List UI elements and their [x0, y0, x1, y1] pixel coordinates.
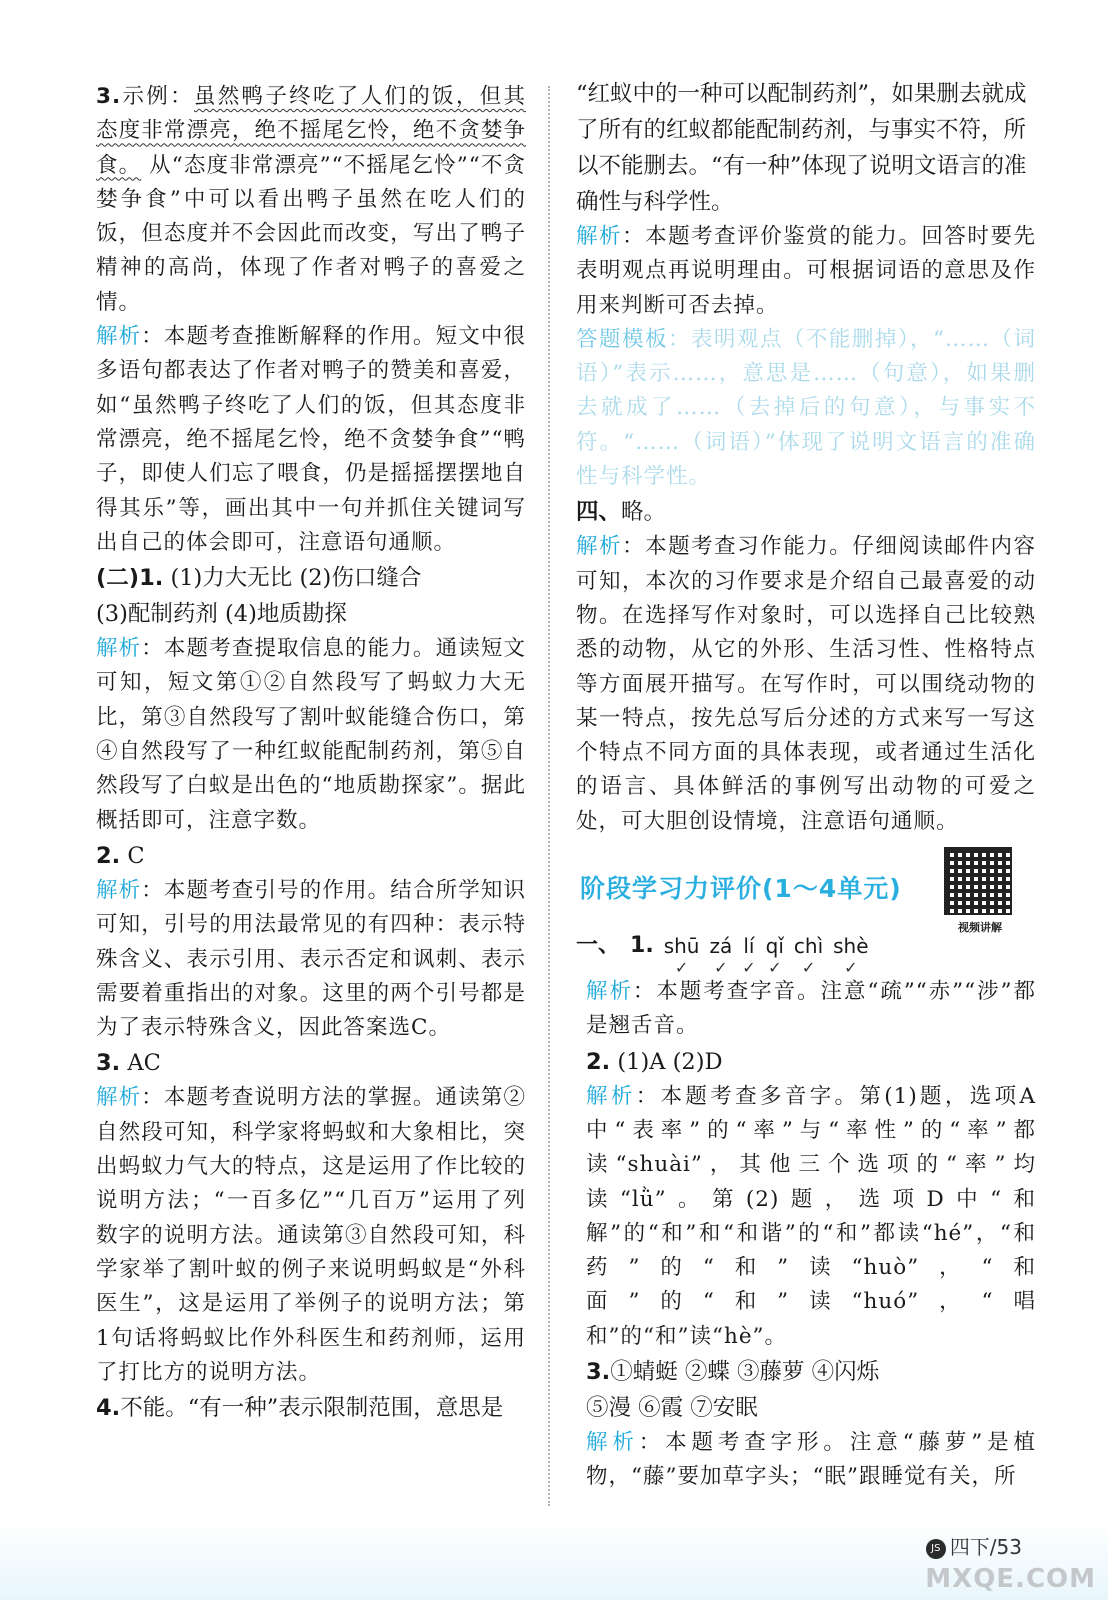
- analysis-tag: 解析: [96, 636, 142, 662]
- answer-s3: 3.①蜻蜓 ②蝶 ③藤萝 ④闪烁: [586, 1359, 880, 1386]
- part4-answer: 四、略。: [576, 499, 667, 526]
- answer-template: 答题模板：表明观点（不能删掉），“……（词语）”表示……，意思是……（句意），如果删去就成了……（去掉后的句意），与事实不符。“……（词语）”体现了说明文语言的准确性与科学性。: [576, 326, 1036, 490]
- analysis-tag: 解析: [96, 877, 142, 903]
- analysis-tag: 解析: [96, 1085, 142, 1111]
- qr-code[interactable]: [944, 847, 1012, 915]
- answer-4: 4.不能。“有一种”表示限制范围，意思是: [96, 1395, 504, 1422]
- analysis-tag: 解析: [576, 534, 623, 560]
- analysis-s2: 解析：本题考查多音字。第(1)题，选项A中“表率”的“率”与“率性”的“率”都读“shuài”，其他三个选项的“率”均读“lǜ”。第(2)题，选项D中“和解”的“和”和“和谐”的“和”都读“hé”，“和药”的“和”读“huò”，“和面”的“和”读“huó”，“唱和”的“和”读“hè”。: [586, 1083, 1036, 1349]
- pinyin-answers: 一、 1. shū ✓ zá ✓ lí ✓ qǐ ✓ chì ✓ shè ✓: [576, 933, 869, 978]
- column-divider: [548, 86, 550, 1506]
- template-tag: 答题模板: [576, 326, 668, 352]
- page-number: JS 四下/53: [926, 1531, 1022, 1560]
- section-header: [576, 847, 1036, 935]
- left-column: [96, 80, 526, 1426]
- analysis-3b: 解析：本题考查说明方法的掌握。通读第②自然段可知，科学家将蚂蚁和大象相比，突出蚂蚁力气大的特点，这是运用了作比较的说明方法；“一百多亿”“几百万”运用了列数字的说明方法。通读第③自然段可知，科学家举了割叶蚁的例子来说明蚂蚁是“外科医生”，这是运用了举例子的说明方法；第1句话将蚂蚁比作外科医生和药剂师，运用了打比方的说明方法。: [96, 1085, 526, 1385]
- wavy-underlined-sentence: 虽然鸭子终吃了人们的饭，但其态度非常漂亮，绝不摇尾乞怜，绝不贪婪争食。: [96, 84, 526, 178]
- check-icon: ✓: [768, 958, 782, 978]
- analysis-3: 解析：本题考查推断解释的作用。短文中很多语句都表达了作者对鸭子的赞美和喜爱，如“虽然鸭子终吃了人们的饭，但其态度非常漂亮，绝不摇尾乞怜，绝不贪婪争食”“鸭子，即使人们忘了喂食，仍是摇摇摆摆地自得其乐”等，画出其中一句并抓住关键词写出自己的体会即可，注意语句通顺。: [96, 324, 526, 555]
- js-badge: JS: [926, 1539, 946, 1559]
- analysis-tag: 解析: [576, 224, 623, 249]
- analysis-tag: 解析: [586, 1083, 636, 1109]
- pinyin-item: chì ✓: [793, 934, 824, 978]
- analysis-4: 解析：本题考查评价鉴赏的能力。回答时要先表明观点再说明理由。可根据词语的意思及作用来判断可否去掉。: [576, 224, 1036, 318]
- part2-answer-1-line2: (3)配制药剂 (4)地质勘探: [96, 601, 347, 628]
- analysis-s3: 解析：本题考查字形。注意“藤萝”是植物，“藤”要加草字头；“眠”跟睡觉有关，所: [586, 1430, 1036, 1490]
- check-icon: ✓: [801, 958, 816, 978]
- analysis-s1: 解析：本题考查字音。注意“疏”“赤”“涉”都是翘舌音。: [586, 979, 1036, 1039]
- watermark: MXQE.COM: [925, 1564, 1096, 1594]
- answer-3: 3.示例：虽然鸭子终吃了人们的饭，但其态度非常漂亮，绝不摇尾乞怜，绝不贪婪争食。 从“态度非常漂亮”“不摇尾乞怜”“不贪婪争食”中可以看出鸭子虽然在吃人们的饭，但态度并不会因此而改变，写出了鸭子精神的高尚，体现了作者对鸭子的喜爱之情。: [96, 84, 526, 315]
- analysis-part2-1: 解析：本题考查提取信息的能力。通读短文可知，短文第①②自然段写了蚂蚁力大无比，第③自然段写了割叶蚁能缝合伤口，第④自然段写了一种红蚁能配制药剂，第⑤自然段写了白蚁是出色的“地质勘探家”。据此概括即可，注意字数。: [96, 636, 526, 833]
- pinyin-item: shè ✓: [833, 934, 869, 978]
- pinyin-item: zá ✓: [709, 934, 733, 978]
- answer-2: 2. C: [96, 842, 145, 869]
- analysis-tag: 解析: [586, 1430, 639, 1456]
- check-icon: ✓: [742, 958, 756, 978]
- analysis-2: 解析：本题考查引号的作用。结合所学知识可知，引号的用法最常见的有四种：表示特殊含义、表示引用、表示否定和讽刺、表示需要着重指出的对象。这里的两个引号都是为了表示特殊含义，因此答案选C。: [96, 877, 526, 1041]
- analysis-part4: 解析：本题考查习作能力。仔细阅读邮件内容可知，本次的习作要求是介绍自己最喜爱的动物。在选择写作对象时，可以选择自己比较熟悉的动物，从它的外形、生活习性、性格特点等方面展开描写。在写作时，可以围绕动物的某一特点，按先总写后分述的方式来写一写这个特点不同方面的具体表现，或者通过生活化的语言、具体鲜活的事例写出动物的可爱之处，可大胆创设情境，注意语句通顺。: [576, 534, 1036, 834]
- section-title: 阶段学习力评价(1～4单元): [580, 874, 902, 904]
- analysis-tag: 解析: [96, 324, 142, 350]
- pinyin-item: qǐ ✓: [765, 934, 784, 978]
- answer-3b: 3. AC: [96, 1050, 161, 1077]
- analysis-tag: 解析: [586, 979, 633, 1005]
- answer-4-continued: “红蚁中的一种可以配制药剂”，如果删去就成了所有的红蚁都能配制药剂，与事实不符，所以不能删去。“有一种”体现了说明文语言的准确性与科学性。: [576, 81, 1027, 215]
- part2-answer-1: (二)1. (1)力大无比 (2)伤口缝合: [96, 565, 422, 592]
- check-icon: ✓: [714, 958, 728, 978]
- answer-s3-line2: ⑤漫 ⑥霞 ⑦安眠: [586, 1395, 758, 1422]
- check-icon: ✓: [844, 958, 858, 978]
- right-column: [576, 76, 1036, 1495]
- check-icon: ✓: [674, 958, 689, 978]
- qr-caption: 视频讲解: [958, 921, 1002, 935]
- pinyin-item: shū ✓: [663, 934, 700, 978]
- answer-s2: 2. (1)A (2)D: [586, 1048, 723, 1075]
- pinyin-item: lí ✓: [742, 934, 756, 978]
